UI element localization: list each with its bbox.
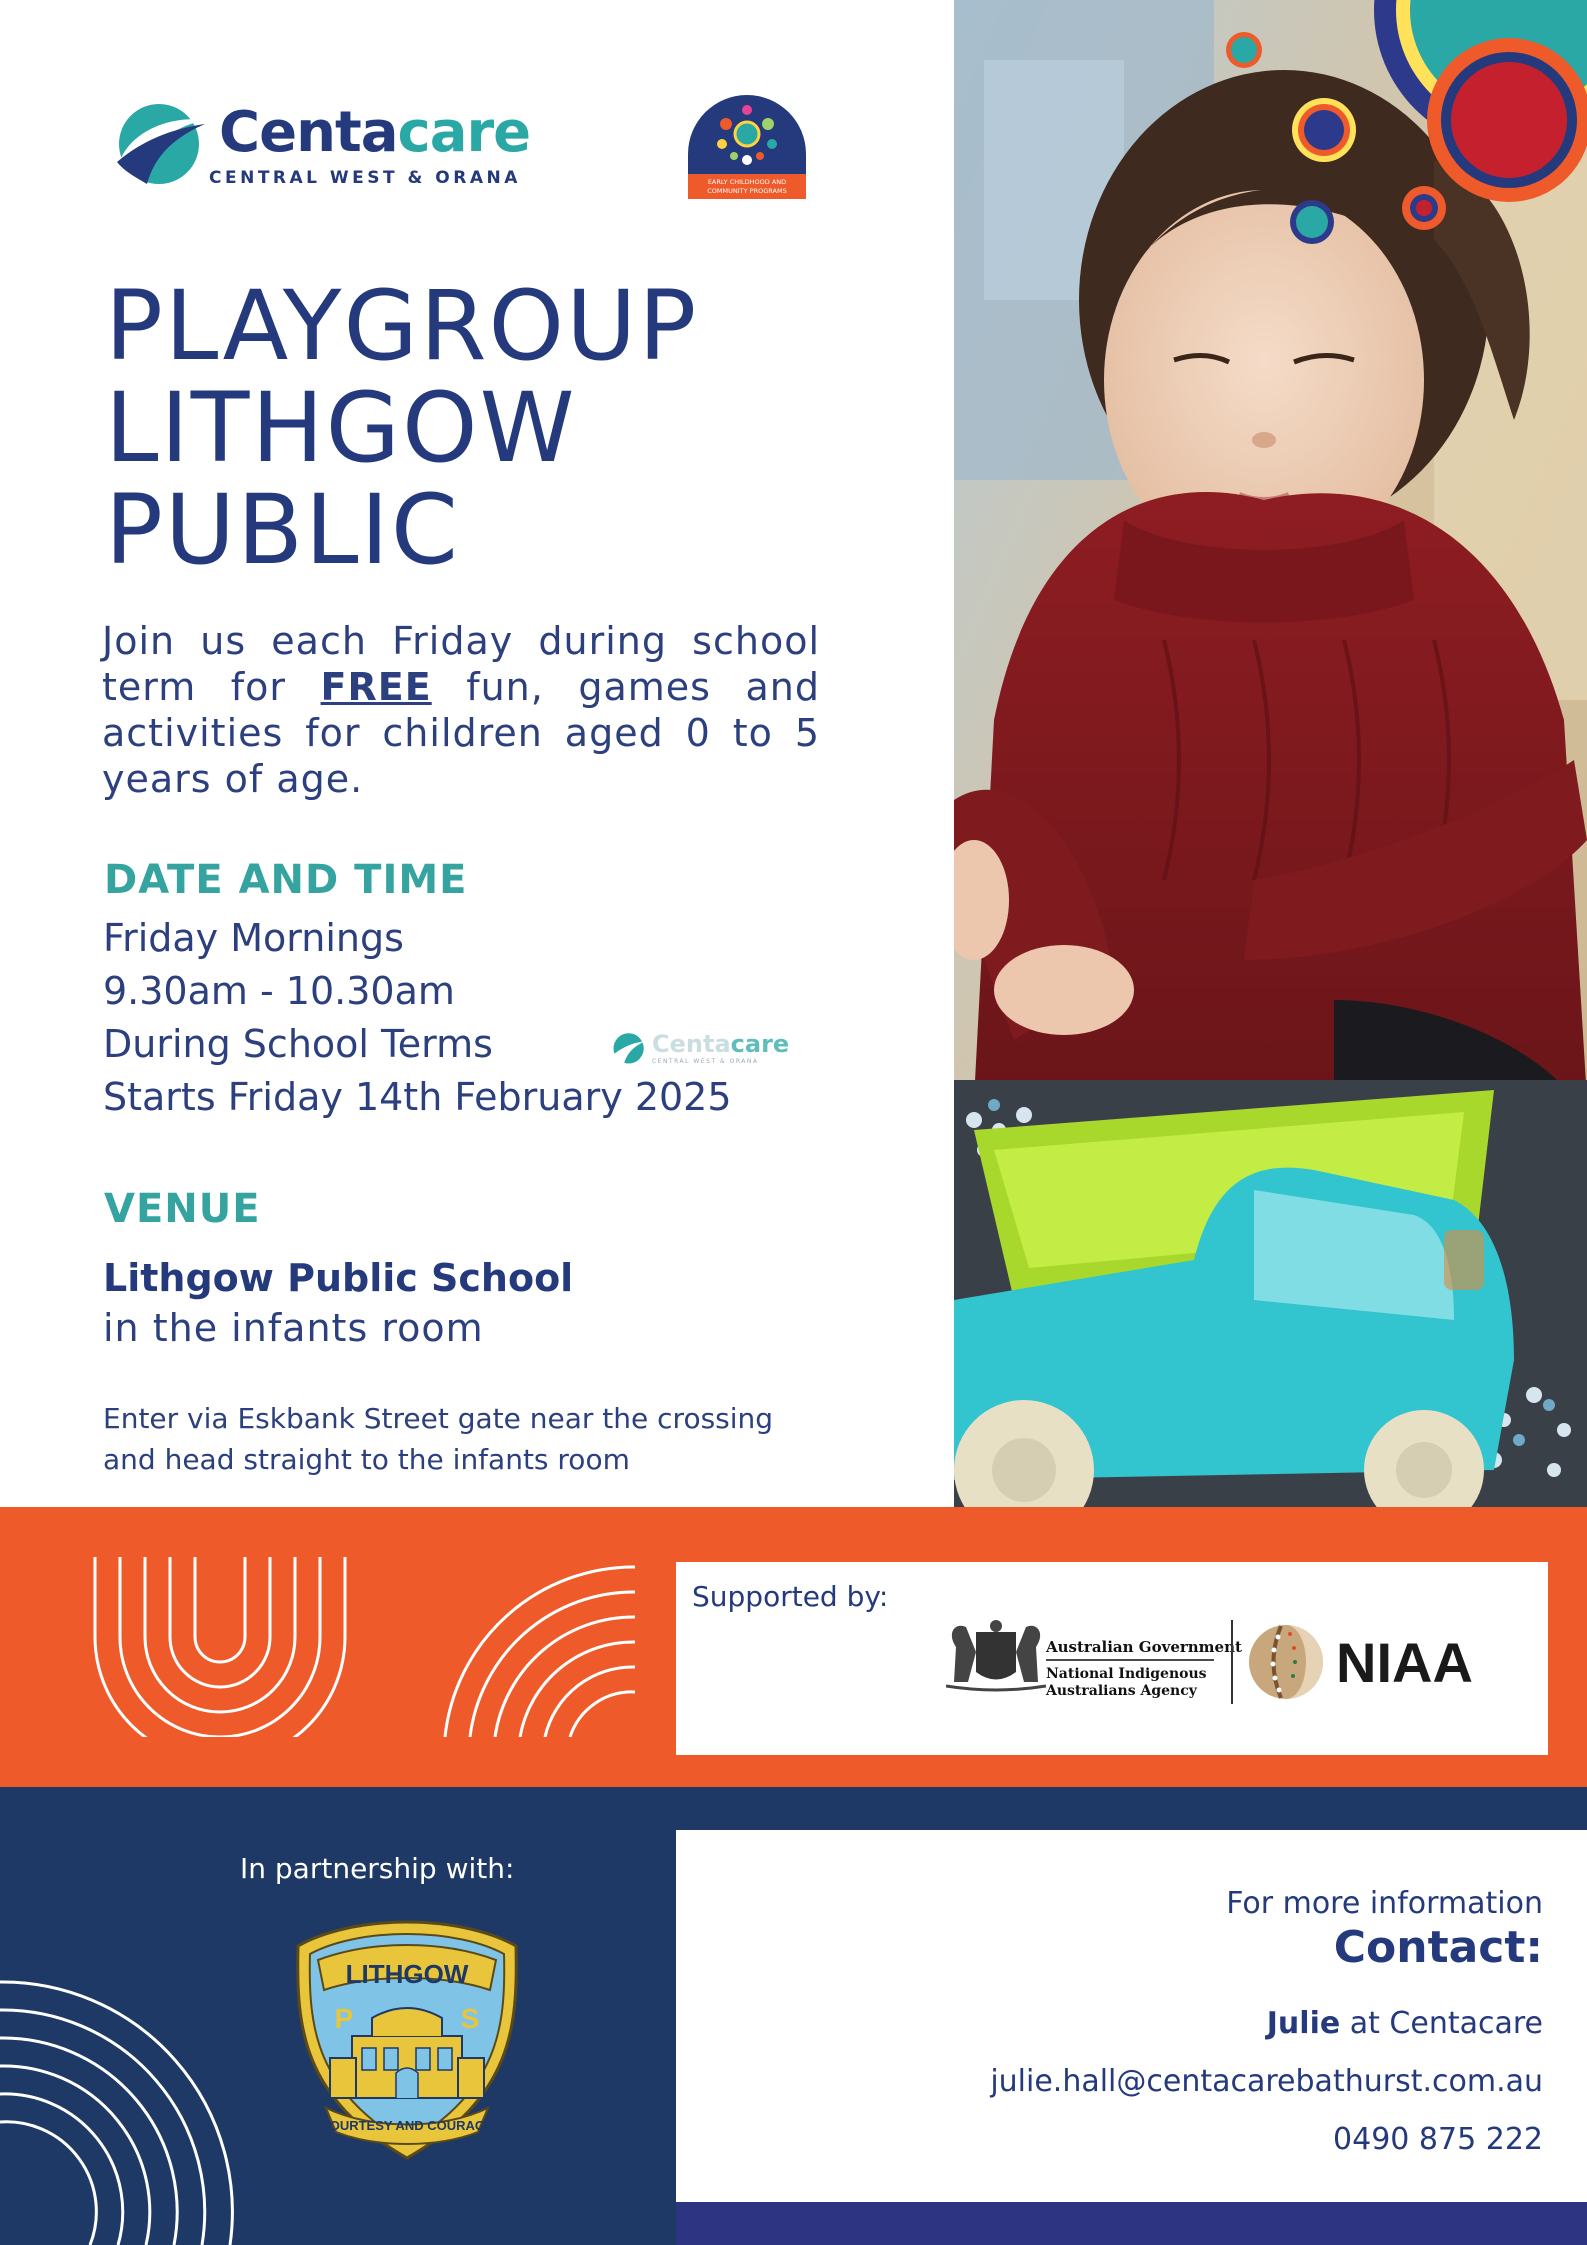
venue-directions: Enter via Eskbank Street gate near the crossing and head straight to the infants room xyxy=(103,1402,774,1476)
svg-text:National Indigenous: National Indigenous xyxy=(1046,1666,1207,1682)
quarter-arcs-decoration xyxy=(0,1972,240,2245)
centacare-logo xyxy=(115,98,531,198)
centacare-swirl-icon xyxy=(115,98,205,188)
svg-text:COMMUNITY PROGRAMS: COMMUNITY PROGRAMS xyxy=(707,187,787,195)
centacare-mini-logo: Centacare CENTRAL WEST & ORANA xyxy=(612,1027,772,1067)
venue-heading: VENUE xyxy=(104,1186,261,1232)
svg-text:S: S xyxy=(460,2003,480,2034)
contact-email-link[interactable]: julie.hall@centacarebathurst.com.au xyxy=(990,2064,1543,2099)
contact-intro: For more information xyxy=(1226,1886,1543,1921)
venue-room: in the infants room xyxy=(103,1306,484,1350)
contact-phone-link[interactable]: 0490 875 222 xyxy=(1333,2122,1543,2157)
terms-line: During School Terms xyxy=(103,1022,493,1066)
early-childhood-programs-logo xyxy=(686,94,808,204)
intro-paragraph: Join us each Friday during school term for FREE fun, games and activities for children aged 0 to 5 years of age. xyxy=(102,619,820,801)
supported-by-label: Supported by: xyxy=(692,1580,889,1613)
start-date-line: Starts Friday 14th February 2025 xyxy=(103,1075,732,1119)
contact-heading: Contact: xyxy=(1333,1922,1543,1973)
svg-text:Australian Government: Australian Government xyxy=(1046,1638,1242,1656)
svg-text:NIAA: NIAA xyxy=(1336,1631,1473,1694)
contact-footer-strip xyxy=(676,2202,1587,2245)
svg-text:LITHGOW: LITHGOW xyxy=(345,1959,469,1989)
title-line-1: PLAYGROUP xyxy=(105,270,699,382)
partnership-label: In partnership with: xyxy=(240,1852,515,1885)
centacare-region: CENTRAL WEST & ORANA xyxy=(209,168,521,188)
centacare-wordmark: Centacare xyxy=(219,100,531,165)
free-emphasis: FREE xyxy=(320,665,432,709)
centacare-swirl-icon xyxy=(612,1031,646,1065)
contact-person: Julie at Centacare xyxy=(1266,2006,1543,2041)
australian-government-niaa-logo xyxy=(946,1612,1526,1712)
time-line: 9.30am - 10.30am xyxy=(103,969,455,1013)
supported-by-panel xyxy=(676,1562,1548,1755)
child-playing-photo xyxy=(954,0,1587,1507)
date-time-details xyxy=(103,912,732,1124)
date-line: Friday Mornings xyxy=(103,916,404,960)
title-line-2: LITHGOW xyxy=(105,372,577,484)
page-title xyxy=(105,270,885,586)
lithgow-public-school-badge xyxy=(292,1918,522,2162)
svg-text:P: P xyxy=(334,2003,354,2034)
svg-text:COURTESY AND COURAGE: COURTESY AND COURAGE xyxy=(320,2118,494,2133)
svg-text:Australians Agency: Australians Agency xyxy=(1046,1683,1197,1699)
svg-text:EARLY CHILDHOOD AND: EARLY CHILDHOOD AND xyxy=(707,178,787,186)
niaa-emblem-icon xyxy=(1249,1625,1323,1699)
coat-of-arms-icon xyxy=(946,1620,1046,1690)
title-line-3: PUBLIC xyxy=(105,474,460,586)
contact-panel xyxy=(676,1830,1587,2202)
u-lines-decoration xyxy=(90,1557,350,1737)
venue-name: Lithgow Public School xyxy=(103,1256,574,1300)
arc-lines-decoration xyxy=(440,1562,640,1737)
date-time-heading: DATE AND TIME xyxy=(104,857,468,903)
